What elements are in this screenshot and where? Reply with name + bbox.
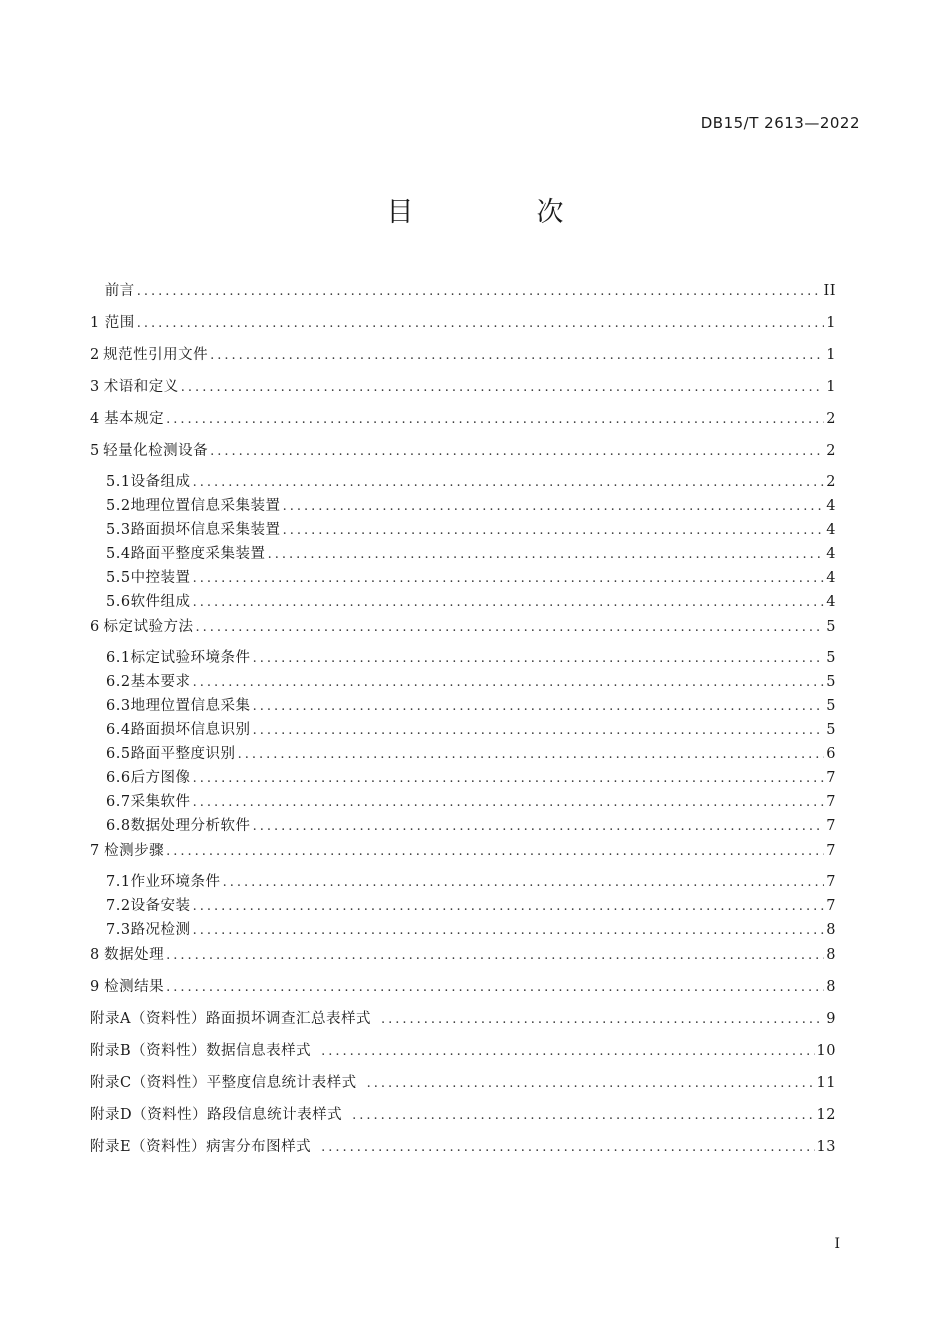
- toc-entry[interactable]: [90, 406, 836, 438]
- toc-leader-dots: [193, 471, 824, 495]
- toc-leader-dots: [166, 407, 824, 433]
- toc-leader-dots: [193, 671, 824, 695]
- toc-entry-label: 检测步骤: [104, 843, 165, 859]
- toc-entry-page: 5: [826, 650, 836, 666]
- toc-entry-number: 6: [90, 619, 100, 635]
- toc-entry-number: 9: [90, 979, 100, 995]
- toc-entry-number: 附录E（资料性）: [90, 1139, 207, 1155]
- toc-entry-page: 2: [826, 411, 836, 427]
- toc-entry-page: 7: [826, 874, 836, 890]
- toc-leader-dots: [195, 615, 824, 641]
- toc-entry-number: 5.2: [106, 498, 131, 514]
- page-title: 目 次: [386, 197, 612, 228]
- toc-entry[interactable]: [90, 894, 836, 918]
- toc-entry-label: 基本要求: [130, 674, 191, 690]
- toc-entry[interactable]: [90, 1070, 836, 1102]
- toc-leader-dots: [367, 1071, 815, 1097]
- toc-entry[interactable]: [90, 470, 836, 494]
- toc-entry-page: 1: [826, 315, 836, 331]
- toc-entry-label: 平整度信息统计表样式: [206, 1075, 357, 1091]
- toc-entry-number: 1: [90, 315, 100, 331]
- toc-entry-number: 5.6: [106, 594, 131, 610]
- toc-leader-dots: [137, 311, 824, 337]
- toc-entry-page: 8: [826, 922, 836, 938]
- toc-entry-label: 基本规定: [104, 411, 165, 427]
- toc-entry-label: 前言: [104, 283, 135, 299]
- toc-leader-dots: [352, 1103, 814, 1129]
- toc-entry-page: 4: [826, 546, 836, 562]
- toc-entry-page: 12: [816, 1107, 836, 1123]
- page-number: I: [834, 1236, 840, 1252]
- toc-entry-number: 附录D（资料性）: [90, 1107, 208, 1123]
- toc-entry-number: 6.1: [106, 650, 131, 666]
- toc-entry-number: 7.3: [106, 922, 131, 938]
- toc-entry-label: 路面平整度识别: [130, 746, 236, 762]
- table-of-contents: [90, 278, 836, 1166]
- toc-entry-label: 标定试验环境条件: [130, 650, 251, 666]
- toc-entry-number: 6.2: [106, 674, 131, 690]
- toc-entry-label: 轻量化检测设备: [103, 443, 209, 459]
- toc-leader-dots: [166, 943, 824, 969]
- toc-entry-number: 附录B（资料性）: [90, 1043, 207, 1059]
- toc-entry-label: 地理位置信息采集装置: [130, 498, 281, 514]
- toc-entry-label: 路面损坏调查汇总表样式: [205, 1011, 371, 1027]
- toc-entry[interactable]: [90, 310, 836, 342]
- toc-entry-label: 数据处理: [104, 947, 165, 963]
- toc-entry[interactable]: [90, 918, 836, 942]
- toc-entry[interactable]: [90, 974, 836, 1006]
- toc-leader-dots: [166, 839, 824, 865]
- toc-entry[interactable]: [90, 614, 836, 646]
- toc-entry-number: 5.5: [106, 570, 131, 586]
- toc-leader-dots: [137, 279, 822, 305]
- toc-entry[interactable]: [90, 566, 836, 590]
- toc-entry-page: 13: [816, 1139, 836, 1155]
- toc-entry-page: 4: [826, 570, 836, 586]
- toc-entry-page: 7: [826, 843, 836, 859]
- toc-entry[interactable]: [90, 590, 836, 614]
- toc-entry-number: 6.7: [106, 794, 131, 810]
- toc-leader-dots: [223, 871, 824, 895]
- toc-entry[interactable]: [90, 1134, 836, 1166]
- toc-entry-number: 4: [90, 411, 100, 427]
- toc-entry-page: 5: [826, 619, 836, 635]
- toc-entry-label: 设备安装: [130, 898, 191, 914]
- toc-entry-page: 1: [826, 347, 836, 363]
- toc-entry-label: 范围: [104, 315, 135, 331]
- toc-leader-dots: [193, 895, 824, 919]
- toc-entry-page: 1: [826, 379, 836, 395]
- toc-entry-page: 5: [826, 674, 836, 690]
- toc-leader-dots: [268, 543, 824, 567]
- toc-entry-page: 4: [826, 522, 836, 538]
- toc-entry[interactable]: [90, 838, 836, 870]
- toc-entry-page: II: [823, 283, 836, 299]
- toc-entry-label: 软件组成: [130, 594, 191, 610]
- toc-entry-number: 7.2: [106, 898, 131, 914]
- toc-entry-number: 6.6: [106, 770, 131, 786]
- toc-entry[interactable]: [90, 1102, 836, 1134]
- toc-entry-page: 11: [816, 1075, 836, 1091]
- toc-entry[interactable]: [90, 814, 836, 838]
- toc-entry[interactable]: [90, 494, 836, 518]
- toc-entry[interactable]: [90, 1006, 836, 1038]
- toc-entry-number: 6.3: [106, 698, 131, 714]
- toc-entry-page: 2: [826, 443, 836, 459]
- toc-leader-dots: [283, 519, 824, 543]
- toc-entry-label: 检测结果: [104, 979, 165, 995]
- toc-leader-dots: [181, 375, 824, 401]
- toc-entry-page: 2: [826, 474, 836, 490]
- toc-entry-label: 规范性引用文件: [103, 347, 209, 363]
- toc-entry-label: 术语和定义: [103, 379, 179, 395]
- toc-entry-label: 地理位置信息采集: [130, 698, 251, 714]
- toc-entry-label: 数据处理分析软件: [130, 818, 251, 834]
- toc-leader-dots: [193, 591, 824, 615]
- toc-entry-number: 3: [90, 379, 100, 395]
- toc-leader-dots: [253, 815, 824, 839]
- toc-entry-page: 8: [826, 979, 836, 995]
- toc-leader-dots: [193, 791, 824, 815]
- toc-entry[interactable]: [90, 670, 836, 694]
- toc-entry-label: 设备组成: [130, 474, 191, 490]
- toc-entry[interactable]: [90, 870, 836, 894]
- toc-leader-dots: [253, 695, 824, 719]
- toc-entry-label: 采集软件: [130, 794, 191, 810]
- toc-entry[interactable]: [90, 278, 836, 310]
- toc-entry-number: 6.4: [106, 722, 131, 738]
- toc-entry-label: 中控装置: [130, 570, 191, 586]
- toc-entry-label: 作业环境条件: [130, 874, 221, 890]
- toc-entry-number: 5.3: [106, 522, 131, 538]
- toc-entry[interactable]: [90, 766, 836, 790]
- toc-leader-dots: [321, 1135, 814, 1161]
- toc-entry-label: 数据信息表样式: [206, 1043, 312, 1059]
- toc-entry[interactable]: [90, 694, 836, 718]
- toc-entry-number: 2: [90, 347, 100, 363]
- toc-entry-page: 7: [826, 770, 836, 786]
- toc-entry[interactable]: [90, 718, 836, 742]
- toc-entry[interactable]: [90, 790, 836, 814]
- toc-leader-dots: [166, 975, 824, 1001]
- toc-entry[interactable]: [90, 942, 836, 974]
- toc-leader-dots: [193, 767, 824, 791]
- toc-entry-label: 病害分布图样式: [206, 1139, 312, 1155]
- toc-entry[interactable]: [90, 374, 836, 406]
- toc-entry-label: 路面损坏信息采集装置: [130, 522, 281, 538]
- toc-entry-page: 6: [826, 746, 836, 762]
- toc-leader-dots: [238, 743, 824, 767]
- toc-leader-dots: [193, 567, 824, 591]
- toc-leader-dots: [210, 343, 824, 369]
- toc-entry-number: 7.1: [106, 874, 131, 890]
- toc-entry[interactable]: [90, 438, 836, 470]
- toc-entry-number: 附录A（资料性）: [90, 1011, 206, 1027]
- toc-entry[interactable]: [90, 742, 836, 766]
- toc-entry-page: 7: [826, 818, 836, 834]
- toc-entry-page: 7: [826, 794, 836, 810]
- toc-entry-label: 路段信息统计表样式: [207, 1107, 343, 1123]
- toc-leader-dots: [193, 919, 824, 943]
- document-code: DB15/T 2613—2022: [700, 114, 860, 132]
- toc-leader-dots: [381, 1007, 824, 1033]
- toc-entry-number: 6.5: [106, 746, 131, 762]
- toc-entry-label: 标定试验方法: [103, 619, 194, 635]
- toc-entry-page: 4: [826, 594, 836, 610]
- toc-entry-number: 6.8: [106, 818, 131, 834]
- toc-entry-number: 5.1: [106, 474, 131, 490]
- toc-entry-page: 5: [826, 698, 836, 714]
- toc-leader-dots: [321, 1039, 814, 1065]
- toc-entry[interactable]: [90, 646, 836, 670]
- toc-leader-dots: [253, 647, 824, 671]
- toc-entry-number: 8: [90, 947, 100, 963]
- toc-entry-page: 10: [816, 1043, 836, 1059]
- toc-entry[interactable]: [90, 342, 836, 374]
- toc-entry-label: 路面损坏信息识别: [130, 722, 251, 738]
- toc-leader-dots: [210, 439, 824, 465]
- toc-entry-label: 后方图像: [130, 770, 191, 786]
- toc-entry-page: 9: [826, 1011, 836, 1027]
- toc-entry[interactable]: [90, 542, 836, 566]
- toc-entry-page: 4: [826, 498, 836, 514]
- toc-entry-page: 8: [826, 947, 836, 963]
- toc-entry-page: 5: [826, 722, 836, 738]
- toc-entry[interactable]: [90, 1038, 836, 1070]
- toc-entry[interactable]: [90, 518, 836, 542]
- toc-entry-number: 5.4: [106, 546, 131, 562]
- toc-entry-label: 路况检测: [130, 922, 191, 938]
- toc-leader-dots: [283, 495, 824, 519]
- toc-entry-label: 路面平整度采集装置: [130, 546, 266, 562]
- toc-entry-number: 附录C（资料性）: [90, 1075, 207, 1091]
- toc-leader-dots: [253, 719, 824, 743]
- toc-entry-page: 7: [826, 898, 836, 914]
- toc-entry-number: 7: [90, 843, 100, 859]
- toc-entry-number: 5: [90, 443, 100, 459]
